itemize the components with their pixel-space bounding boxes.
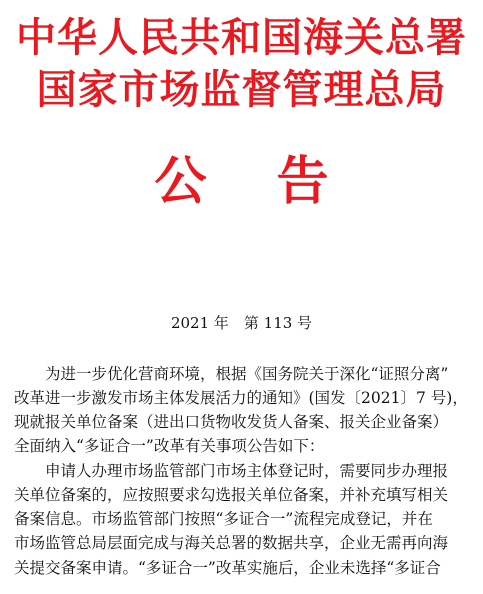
body-line-5: 申请人办理市场监管部门市场主体登记时，需要同步办理报 — [45, 462, 449, 480]
issuer-customs: 中华人民共和国海关总署 — [16, 15, 467, 61]
body-line-7: 备案信息。市场监管部门按照“多证合一”流程完成登记，并在 — [14, 510, 433, 528]
issuer-market-regulation: 国家市场监督管理总局 — [36, 67, 447, 113]
document-title: 公告 — [154, 152, 399, 212]
body-line-9: 关提交备案申请。“多证合一”改革实施后，企业未选择“多证合 — [14, 559, 441, 577]
body-line-6: 关单位备案的，应按照要求勾选报关单位备案，并补充填写相关 — [14, 486, 449, 504]
body-line-3: 现就报关单位备案（进出口货物收发货人备案、报关企业备案） — [14, 413, 449, 431]
body-line-2: 改革进一步激发市场主体发展活力的通知》(国发〔2021〕7 号)， — [14, 389, 468, 407]
body-line-8: 市场监管总局层面完成与海关总署的数据共享，企业无需再向海 — [14, 534, 449, 552]
body-line-4: 全面纳入“多证合一”改革有关事项公告如下： — [14, 437, 325, 455]
body-line-1: 为进一步优化营商环境，根据《国务院关于深化“证照分离” — [45, 365, 449, 383]
document-number: 2021 年 第 113 号 — [170, 314, 313, 332]
